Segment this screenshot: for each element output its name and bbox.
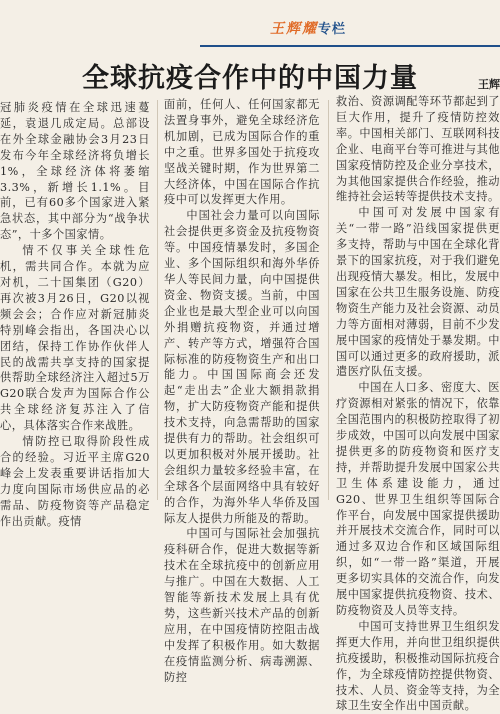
column-divider [328, 100, 329, 500]
paragraph: 中国可支持世界卫生组织发挥更大作用，并向世卫组织提供抗疫援助，积极推动国际抗疫合作，为全球疫情防控提供物资、技术、人员、资金等支持，为全球卫生安全作出中国贡献。 [336, 619, 500, 713]
text-column-2 [164, 97, 320, 684]
paragraph: 情防控已取得阶段性成合的经验。习近平主席G20峰会上发表重要讲话指加大力度向国际市场供应品的必需品、防疫物资等产品稳定作出贡献。疫情 [0, 435, 150, 528]
paragraph: 情不仅事关全球性危机，需共同合作。本就为应对机，二十国集团（G20）再次被3月26日，G20以视频会会；合作应对新冠肺炎特别峰会指出，各国决心以团结，保持工作协作伙伴人民的战需共享支持的国家提供帮助全球经济注入超过5万G20联合发声为国际合作公共全球经济复苏注入了信心，具体落实合作来战胜。 [0, 244, 150, 433]
column-author-name: 王辉耀 [270, 21, 318, 37]
text-column-3 [336, 94, 500, 713]
paragraph: 中国社会力量可以向国际社会提供更多资金及抗疫物资等。中国疫情暴发时，多国企业、多个国际组织和海外华侨华人等民间力量，向中国提供资金、物资支援。当前，中国企业也是最大型企业可以向国外捐赠抗疫物资，并通过增产、转产等方式，增强符合国际标准的防疫物资生产和出口能力。中国国际商会还发起“走出去”企业大额捐款捐物，扩大防疫物资产能和提供技术支持，向急需帮助的国家提供有力的帮助。社会组织可以更加积极对外展开援助。社会组织力量较多经验丰富，在全球各个层面网络中具有较好的合作，为海外华人华侨及国际友人提供力所能及的帮助。 [164, 209, 320, 525]
column-label: 专栏 [318, 22, 347, 37]
paragraph: 中国可与国际社会加强抗疫科研合作，促进大数据等新技术在全球抗疫中的创新应用与推广。中国在大数据、人工智能等新技术发展上具有优势，这些新兴技术产品的创新应用，在中国疫情防控阻击战中发挥了积极作用。如大数据在疫情监测分析、病毒溯源、防控 [164, 527, 320, 684]
paragraph: 救治、资源调配等环节都起到了巨大作用，提升了疫情防控效率。中国相关部门、互联网科技企业、电商平台等可推进与其他国家疫情防控及企业分享技术，为其他国家提供合作经验，推动维持社会运转等提供技术支持。 [336, 95, 500, 204]
column-header-rule [200, 45, 500, 47]
paragraph: 中国可对发展中国家有关“一带一路”沿线国家提供更多支持，帮助与中国在全球化背景下的国家抗疫，对于我们避免出现疫情大暴发。相比，发展中国家在公共卫生服务设施、防疫物资生产能力及社会资源、动员力等方面相对薄弱，目前不少发展中国家的疫情处于暴发期。中国可以通过更多的政府援助，派遣医疗队伍支援。 [336, 206, 500, 379]
article-headline: 全球抗疫合作中的中国力量 [82, 63, 418, 94]
paragraph: 面前，任何人、任何国家都无法置身事外，避免全球经济危机加剧，已成为国际合作的重中之重。世界多国处于抗疫攻坚战关键时期，作为世界第二大经济体，中国在国际合作抗疫中可以发挥更大作用。 [164, 98, 320, 207]
column-divider [157, 100, 158, 500]
paragraph: 冠肺炎疫情在全球迅速蔓延，袁退几成定局。总部设在外全球金融协会3月23日发布今年全球经济将负增长1%，全球经济体将萎缩3.3%，新增长1.1%。目前，已有60多个国家进入紧急状态，其中部分为“战争状态”，十多个国家情。 [0, 101, 150, 242]
column-tag [270, 18, 346, 38]
byline: 王辉 [478, 78, 500, 91]
paragraph: 中国在人口多、密度大、医疗资源相对紧张的情况下，依靠全国范围内的积极防控取得了初步成效，中国可以向发展中国家提供更多的防疫物资和医疗支持，并帮助提升发展中国家公共卫生体系建设能力，通过G20、世界卫生组织等国际合作平台，向发展中国家提供援助并开展技术交流合作，同时可以通过多双边合作和区域国际组织，如“一带一路”渠道，开展更多切实具体的交流合作，向发展中国家提供抗疫物资、技术、防疫物资及人员等支持。 [336, 381, 500, 617]
text-column-1 [0, 100, 150, 528]
